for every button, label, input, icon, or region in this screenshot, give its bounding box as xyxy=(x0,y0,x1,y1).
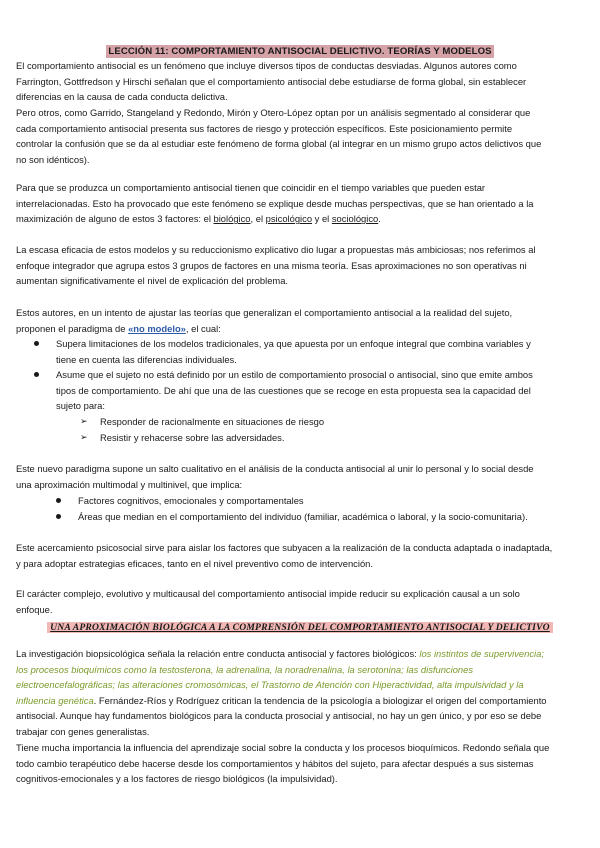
arrow-item-text: Resistir y rehacerse sobre las adversidades. xyxy=(100,432,285,443)
paragraph-10 xyxy=(16,740,584,787)
arrow-item xyxy=(80,430,580,446)
text-run: , el xyxy=(250,213,266,225)
text-line: y para adoptar estrategias eficaces, tanto en el nivel preventivo como de intervención. xyxy=(16,557,373,569)
text-line: Supera limitaciones de los modelos tradicionales, ya que apuesta por un enfoque integral que combina variables y xyxy=(56,338,531,349)
text-run: La investigación biopsicológica señala la relación entre conducta antisocial y factores biológicos: xyxy=(16,648,420,659)
text-line: Tiene mucha importancia la influencia del aprendizaje social sobre la conducta y los procesos bioquímicos. Redondo señala que xyxy=(16,742,550,753)
factor-psicologico: psicológico xyxy=(265,213,313,225)
text-line xyxy=(16,211,584,227)
factor-biologico: biológico xyxy=(213,213,251,225)
text-line: enfoque. xyxy=(16,603,53,615)
text-line: antisocial. Aunque hay fundamentos biológicos para la conducta prosocial y antisocial, no hay un gen único, y por eso se debe xyxy=(16,710,542,722)
text-line: interrelacionadas. Esto ha provocado que este fenómeno se explique desde muchas perspectivas, que se han orientado a la xyxy=(16,197,534,209)
text-line: tipos de comportamiento. De ahí que una de las cuestiones que se recoge en esta propuesta sea la capacidad del xyxy=(56,384,531,396)
bullet-item xyxy=(78,509,578,525)
section-heading-wrap xyxy=(0,617,600,635)
paragraph-6 xyxy=(16,461,584,492)
paragraph-9 xyxy=(16,646,584,740)
text-line xyxy=(16,693,584,709)
bullet-dot-icon xyxy=(34,341,39,346)
text-line: Farrington, Gottfredson y Hirschi señalan que el comportamiento antisocial debe estudiarse de forma global, sin establecer xyxy=(16,75,527,87)
text-line: cognitivos-emocionales y a los factores de riesgo biológicos (la impulsividad). xyxy=(16,773,338,785)
arrow-bullet-icon: ➢ xyxy=(80,432,88,442)
arrow-item xyxy=(80,414,580,430)
text-run: y el xyxy=(312,213,332,225)
text-line: cada comportamiento antisocial presenta sus factores de riesgo y protección específicos. Este posicionamiento permite xyxy=(16,122,513,134)
bullet-text: Factores cognitivos, emocionales y comportamentales xyxy=(78,495,304,506)
text-run: . xyxy=(378,213,381,225)
bullet-item xyxy=(56,367,584,414)
paragraph-4 xyxy=(16,242,584,289)
lesson-title: LECCIÓN 11: COMPORTAMIENTO ANTISOCIAL DELICTIVO. TEORÍAS Y MODELOS xyxy=(108,46,492,57)
text-line: Para que se produzca un comportamiento antisocial tienen que coincidir en el tiempo variables que pueden estar xyxy=(16,182,486,193)
text-line xyxy=(16,321,584,337)
arrow-item-text: Responder de racionalmente en situaciones de riesgo xyxy=(100,416,325,427)
lesson-title-wrap xyxy=(0,41,600,59)
text-line: todo cambio terapéutico debe hacerse desde los comportamientos y hábitos del sujeto, para afectar después a sus sistemas xyxy=(16,757,534,769)
bullet-dot-icon xyxy=(56,498,61,503)
text-line: diferencias en la causa de cada conducta delictiva. xyxy=(16,91,228,103)
paragraph-8 xyxy=(16,586,584,617)
bullet-item xyxy=(56,336,584,367)
no-modelo-link[interactable]: «no modelo» xyxy=(128,322,186,334)
paragraph-5 xyxy=(16,305,584,336)
text-line: El comportamiento antisocial es un fenómeno que incluye diversos tipos de conductas desviadas. Algunos autores como xyxy=(16,60,517,71)
text-run: , el cual: xyxy=(185,322,221,334)
text-line: La escasa eficacia de estos modelos y su reduccionismo explicativo dio lugar a propuestas más ambiciosas; nos referimos al xyxy=(16,244,536,255)
text-run: proponen el paradigma de xyxy=(16,322,129,334)
arrow-bullet-icon: ➢ xyxy=(80,416,88,426)
text-line: Estos autores, en un intento de ajustar las teorías que generalizan el comportamiento antisocial a la realidad del sujeto, xyxy=(16,307,513,318)
text-run: maximización de alguno de estos 3 factores: el xyxy=(16,213,214,225)
text-line: trabajar con genes generalistas. xyxy=(16,725,150,737)
bullet-dot-icon xyxy=(34,372,39,377)
highlight-text: influencia genética xyxy=(16,694,94,706)
text-line: una aproximación multimodal y multinivel, que implica: xyxy=(16,478,243,490)
factor-sociologico: sociológico xyxy=(331,213,379,225)
highlight-line: electroencefalográficas; las alteraciones cromosómicas, el Trastorno de Atención con Hiperactividad, alta impulsividad y la xyxy=(16,679,524,691)
highlight-line: los procesos bioquímicos como la testosterona, la adrenalina, la noradrenalina, la serotonina; las disfunciones xyxy=(16,663,474,675)
text-line: Asume que el sujeto no está definido por un estilo de comportamiento prosocial o antisocial, sino que emite ambos xyxy=(56,369,533,380)
paragraph-1 xyxy=(16,58,584,105)
text-line: Pero otros, como Garrido, Stangeland y Redondo, Mirón y Otero-López optan por un análisis segmentado al considerar que xyxy=(16,107,531,118)
text-line: tiene en cuenta las diferencias individuales. xyxy=(56,353,237,365)
bullet-item xyxy=(78,493,578,509)
text-line: sujeto para: xyxy=(56,400,105,412)
bullet-text: Áreas que median en el comportamiento del individuo (familiar, académica o laboral, y la socio-comunitaria). xyxy=(78,511,528,522)
text-line: Este nuevo paradigma supone un salto cualitativo en el análisis de la conducta antisocial al unir lo personal y lo social desde xyxy=(16,463,534,474)
text-line: aumentan significativamente el nivel de explicación del problema. xyxy=(16,275,289,287)
section-heading: UNA APROXIMACIÓN BIOLÓGICA A LA COMPRENSIÓN DEL COMPORTAMIENTO ANTISOCIAL Y DELICTIVO xyxy=(47,622,553,633)
paragraph-2 xyxy=(16,105,584,167)
text-line xyxy=(16,646,584,662)
text-line: no son idénticos). xyxy=(16,153,90,165)
text-run: . Fernández-Ríos y Rodríguez critican la tendencia de la psicología a biologizar el origen del comportamiento xyxy=(93,694,547,706)
text-line: El carácter complejo, evolutivo y multicausal del comportamiento antisocial impide reducir su explicación causal a un solo xyxy=(16,588,520,599)
text-line: Este acercamiento psicosocial sirve para aislar los factores que subyacen a la realización de la conducta adaptada o inadaptada, xyxy=(16,542,553,553)
text-line: controlar la confusión que se da al estudiar este fenómeno de forma global (al integrar en un mismo grupo actos delictivos que xyxy=(16,138,542,150)
bullet-dot-icon xyxy=(56,514,61,519)
highlight-text: los instintos de supervivencia; xyxy=(419,648,544,659)
text-line: enfoque integrador que agrupa estos 3 grupos de factores en una misma teoría. Esas aproximaciones no son operativas ni xyxy=(16,259,527,271)
paragraph-7 xyxy=(16,540,584,571)
paragraph-3 xyxy=(16,180,584,227)
